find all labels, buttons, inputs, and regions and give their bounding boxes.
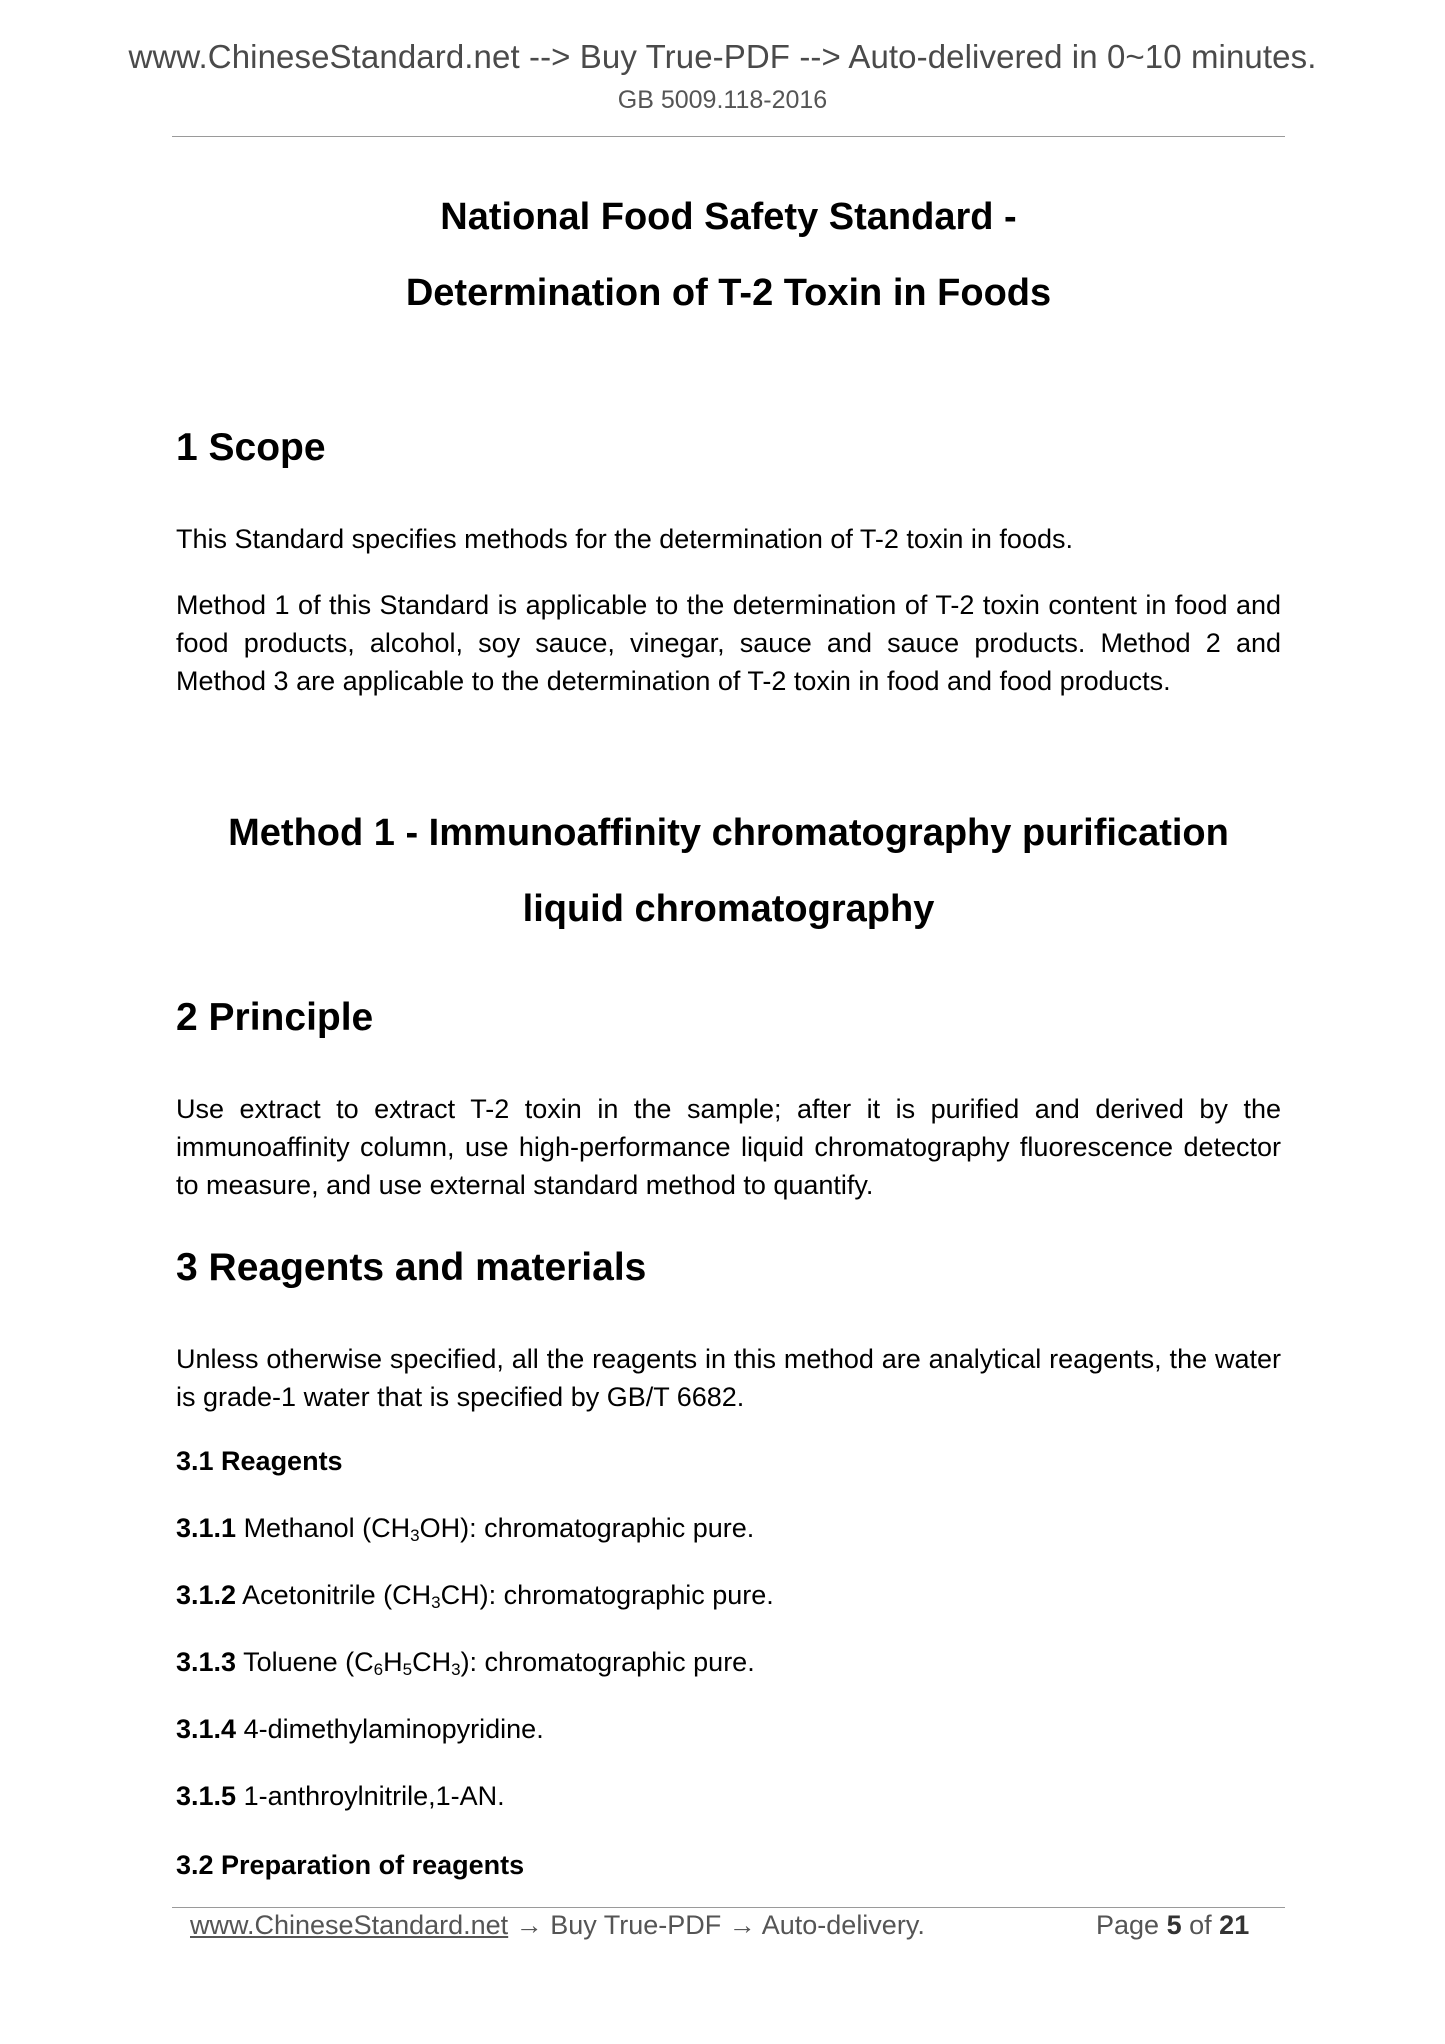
subsection-3-2-heading: 3.2 Preparation of reagents (176, 1850, 525, 1880)
method-1-title-line2: liquid chromatography (522, 888, 935, 930)
subsection-3-1-heading: 3.1 Reagents (176, 1446, 343, 1476)
item-number: 3.1.5 (176, 1781, 237, 1811)
footer-divider (172, 1907, 1285, 1908)
item-text: 1-anthroylnitrile,1-AN. (236, 1781, 505, 1811)
scope-paragraph-2: Method 1 of this Standard is applicable to the determination of T-2 toxin content in food and food products, alcohol, soy sauce, vinegar, sauce and sauce products. Method 2 and Method 3 are applicable to the determination of T-2 toxin in food and food products. (176, 590, 1281, 696)
principle-paragraph: Use extract to extract T-2 toxin in the sample; after it is purified and derived by the immunoaffinity column, use high-performance liquid chromatography fluorescence detector to measure, and use external standard method to quantify. (176, 1094, 1281, 1200)
subscript: 5 (402, 1660, 413, 1679)
section-1-heading: 1 Scope (176, 426, 326, 469)
standard-code: GB 5009.118-2016 (617, 86, 828, 114)
header-divider (172, 136, 1285, 137)
page-total: 21 (1219, 1910, 1250, 1940)
section-3-heading: 3 Reagents and materials (176, 1246, 647, 1289)
item-text: Methanol (CH (236, 1513, 411, 1543)
item-text: Toluene (C (236, 1647, 374, 1677)
section-2-heading: 2 Principle (176, 996, 374, 1039)
page-current: 5 (1166, 1910, 1182, 1940)
method-1-title-line1: Method 1 - Immunoaffinity chromatography purification (228, 812, 1229, 854)
item-text: ): chromatographic pure. (460, 1647, 755, 1677)
reagent-item (176, 1509, 754, 1547)
page-number (1096, 1910, 1249, 1941)
item-text: Acetonitrile (CH (236, 1580, 432, 1610)
page-label: Page (1096, 1910, 1160, 1940)
reagents-intro-paragraph: Unless otherwise specified, all the reagents in this method are analytical reagents, the water is grade-1 water that is specified by GB/T 6682. (176, 1344, 1281, 1412)
item-text: 4-dimethylaminopyridine. (236, 1714, 544, 1744)
scope-paragraph-1: This Standard specifies methods for the determination of T-2 toxin in foods. (176, 524, 1073, 554)
item-number: 3.1.2 (176, 1580, 237, 1610)
document-title-line1: National Food Safety Standard - (440, 196, 1017, 238)
footer-link[interactable]: www.ChineseStandard.net (190, 1910, 509, 1940)
footer-text: → Buy True-PDF → Auto-delivery. (508, 1910, 925, 1940)
reagent-item (176, 1576, 774, 1614)
subscript: 3 (451, 1660, 461, 1679)
item-text: OH): chromatographic pure. (419, 1513, 755, 1543)
item-text: H (383, 1647, 403, 1677)
subscript: 3 (431, 1593, 441, 1612)
item-number: 3.1.4 (176, 1714, 237, 1744)
reagent-item (176, 1710, 544, 1748)
subscript: 3 (410, 1526, 420, 1545)
document-title-line2: Determination of T-2 Toxin in Foods (405, 272, 1052, 314)
item-text: CH (412, 1647, 452, 1677)
footer (190, 1910, 925, 1941)
item-text: CH): chromatographic pure. (440, 1580, 774, 1610)
item-number: 3.1.1 (176, 1513, 237, 1543)
item-number: 3.1.3 (176, 1647, 237, 1677)
page-of-label: of (1189, 1910, 1212, 1940)
reagent-item (176, 1643, 755, 1681)
subscript: 6 (373, 1660, 384, 1679)
reagent-item (176, 1777, 505, 1815)
top-banner: www.ChineseStandard.net --> Buy True-PDF --> Auto-delivered in 0~10 minutes. (128, 38, 1317, 75)
